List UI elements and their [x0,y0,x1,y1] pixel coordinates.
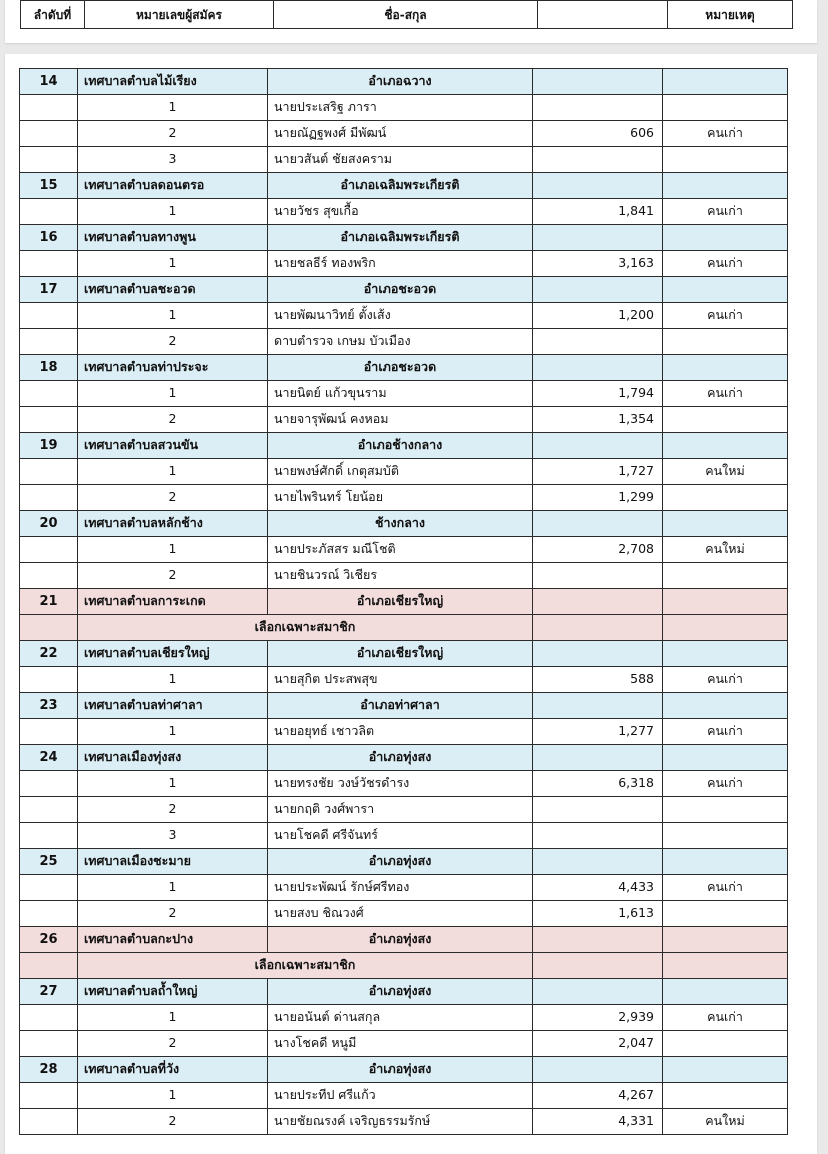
candidate-row [20,1109,788,1135]
district-name: อำเภอฉวาง [268,69,533,95]
vote-count: 4,267 [533,1083,663,1109]
candidate-number: 2 [78,797,268,823]
candidate-name: นายนิตย์ แก้วขุนราม [268,381,533,407]
empty-cell [20,667,78,693]
candidate-number: 1 [78,1005,268,1031]
empty-cell [20,1083,78,1109]
remark-cell [663,615,788,641]
remark-cell [663,433,788,459]
municipality-name: เทศบาลตำบลไม้เรียง [78,69,268,95]
district-name: อำเภอทุ่งสง [268,849,533,875]
district-name: อำเภอช้างกลาง [268,433,533,459]
candidate-name: นายอนันต์ ด่านสกุล [268,1005,533,1031]
municipality-row [20,641,788,667]
votes-cell [533,433,663,459]
vote-count: 588 [533,667,663,693]
municipality-name: เทศบาลตำบลดอนตรอ [78,173,268,199]
vote-count: 1,794 [533,381,663,407]
candidate-name: นายไพรินทร์ โยน้อย [268,485,533,511]
municipality-name: เทศบาลตำบลที่วัง [78,1057,268,1083]
empty-cell [20,303,78,329]
candidate-row [20,719,788,745]
note-spacer [20,615,78,641]
vote-count [533,329,663,355]
candidate-row [20,537,788,563]
note-spacer [20,953,78,979]
candidate-row [20,95,788,121]
vote-count: 1,841 [533,199,663,225]
candidate-row [20,875,788,901]
remark-cell [663,693,788,719]
candidate-name: นายสุกิต ประสพสุข [268,667,533,693]
remark [663,901,788,927]
candidate-number: 1 [78,719,268,745]
remark [663,329,788,355]
header-col-name: ชื่อ-สกุล [274,1,538,29]
remark: คนเก่า [663,719,788,745]
candidate-row [20,771,788,797]
empty-cell [20,901,78,927]
vote-count: 2,708 [533,537,663,563]
vote-count: 1,200 [533,303,663,329]
remark [663,407,788,433]
remark [663,485,788,511]
votes-cell [533,953,663,979]
candidate-row [20,251,788,277]
remark-cell [663,953,788,979]
votes-cell [533,927,663,953]
votes-cell [533,69,663,95]
vote-count: 6,318 [533,771,663,797]
municipality-number: 15 [20,173,78,199]
municipality-number: 21 [20,589,78,615]
header-row [21,1,793,29]
remark [663,147,788,173]
vote-count [533,563,663,589]
candidate-row [20,1083,788,1109]
member-only-note: เลือกเฉพาะสมาชิก [78,615,533,641]
note-row [20,615,788,641]
district-name: อำเภอเฉลิมพระเกียรติ [268,173,533,199]
remark: คนเก่า [663,875,788,901]
municipality-name: เทศบาลตำบลหลักช้าง [78,511,268,537]
note-row [20,953,788,979]
candidate-row [20,823,788,849]
district-name: อำเภอชะอวด [268,355,533,381]
candidate-name: นายพงษ์ศักดิ์ เกตุสมบัติ [268,459,533,485]
municipality-number: 25 [20,849,78,875]
empty-cell [20,381,78,407]
candidate-number: 1 [78,95,268,121]
remark [663,563,788,589]
empty-cell [20,251,78,277]
municipality-row [20,693,788,719]
municipality-row [20,589,788,615]
candidate-name: นายประเสริฐ ภารา [268,95,533,121]
empty-cell [20,797,78,823]
candidate-number: 1 [78,251,268,277]
candidate-name: นายกฤติ วงศ์พารา [268,797,533,823]
candidate-row [20,329,788,355]
vote-count [533,147,663,173]
remark-cell [663,1057,788,1083]
district-name: อำเภอท่าศาลา [268,693,533,719]
candidate-number: 2 [78,329,268,355]
municipality-number: 14 [20,69,78,95]
candidate-row [20,147,788,173]
empty-cell [20,121,78,147]
candidate-row [20,121,788,147]
candidate-row [20,459,788,485]
votes-cell [533,355,663,381]
candidate-name: นายชลธีร์ ทองพริก [268,251,533,277]
results-table [19,68,788,1135]
remark [663,797,788,823]
municipality-number: 18 [20,355,78,381]
empty-cell [20,485,78,511]
municipality-number: 16 [20,225,78,251]
district-name: อำเภอเชียรใหญ่ [268,641,533,667]
candidate-number: 2 [78,901,268,927]
candidate-number: 2 [78,1031,268,1057]
candidate-number: 2 [78,485,268,511]
district-name: อำเภอชะอวด [268,277,533,303]
municipality-name: เทศบาลตำบลการะเกด [78,589,268,615]
municipality-name: เทศบาลตำบลถ้ำใหญ่ [78,979,268,1005]
header-col-votes [538,1,668,29]
empty-cell [20,875,78,901]
main-sheet [5,54,817,1154]
municipality-row [20,69,788,95]
remark-cell [663,173,788,199]
district-name: อำเภอทุ่งสง [268,745,533,771]
municipality-name: เทศบาลเมืองทุ่งสง [78,745,268,771]
empty-cell [20,1005,78,1031]
candidate-name: นายพัฒนาวิทย์ ตั้งเส้ง [268,303,533,329]
candidate-number: 3 [78,147,268,173]
municipality-row [20,979,788,1005]
empty-cell [20,771,78,797]
municipality-row [20,927,788,953]
votes-cell [533,615,663,641]
remark [663,1083,788,1109]
votes-cell [533,225,663,251]
empty-cell [20,329,78,355]
candidate-name: นายสงบ ชิณวงศ์ [268,901,533,927]
remark: คนใหม่ [663,537,788,563]
municipality-number: 26 [20,927,78,953]
candidate-name: นายโชคดี ศรีจันทร์ [268,823,533,849]
municipality-row [20,277,788,303]
remark: คนเก่า [663,1005,788,1031]
candidate-name: นายประภัสสร มณีโชติ [268,537,533,563]
candidate-number: 1 [78,381,268,407]
candidate-row [20,1005,788,1031]
votes-cell [533,641,663,667]
vote-count [533,797,663,823]
remark: คนเก่า [663,121,788,147]
remark: คนเก่า [663,251,788,277]
remark-cell [663,69,788,95]
empty-cell [20,1031,78,1057]
candidate-number: 2 [78,407,268,433]
candidate-number: 1 [78,199,268,225]
vote-count: 4,433 [533,875,663,901]
municipality-row [20,173,788,199]
remark-cell [663,979,788,1005]
remark: คนเก่า [663,199,788,225]
district-name: อำเภอเฉลิมพระเกียรติ [268,225,533,251]
municipality-row [20,511,788,537]
municipality-name: เทศบาลตำบลทางพูน [78,225,268,251]
municipality-number: 28 [20,1057,78,1083]
candidate-name: นายวัชร สุขเกื้อ [268,199,533,225]
remark: คนใหม่ [663,459,788,485]
candidate-name: นายประพัฒน์ รักษ์ศรีทอง [268,875,533,901]
votes-cell [533,849,663,875]
candidate-number: 1 [78,771,268,797]
candidate-number: 1 [78,303,268,329]
municipality-number: 17 [20,277,78,303]
vote-count [533,823,663,849]
candidate-name: นายจารุพัฒน์ คงหอม [268,407,533,433]
municipality-row [20,225,788,251]
remark [663,95,788,121]
municipality-number: 19 [20,433,78,459]
vote-count: 4,331 [533,1109,663,1135]
vote-count: 3,163 [533,251,663,277]
district-name: อำเภอทุ่งสง [268,1057,533,1083]
remark-cell [663,641,788,667]
remark-cell [663,589,788,615]
district-name: ช้างกลาง [268,511,533,537]
remark: คนเก่า [663,381,788,407]
candidate-number: 2 [78,563,268,589]
candidate-name: นายชินวรณ์ วิเชียร [268,563,533,589]
empty-cell [20,537,78,563]
header-col-applicant: หมายเลขผู้สมัคร [85,1,274,29]
municipality-number: 24 [20,745,78,771]
vote-count: 1,727 [533,459,663,485]
vote-count: 1,299 [533,485,663,511]
remark-cell [663,355,788,381]
municipality-name: เทศบาลตำบลสวนขัน [78,433,268,459]
results-body [20,69,788,1135]
remark: คนใหม่ [663,1109,788,1135]
empty-cell [20,95,78,121]
candidate-number: 1 [78,1083,268,1109]
remark: คนเก่า [663,667,788,693]
empty-cell [20,719,78,745]
municipality-row [20,745,788,771]
candidate-row [20,563,788,589]
remark-cell [663,745,788,771]
municipality-row [20,433,788,459]
empty-cell [20,199,78,225]
remark: คนเก่า [663,303,788,329]
remark: คนเก่า [663,771,788,797]
vote-count: 1,613 [533,901,663,927]
municipality-row [20,355,788,381]
remark [663,1031,788,1057]
empty-cell [20,407,78,433]
candidate-number: 1 [78,667,268,693]
empty-cell [20,823,78,849]
candidate-name: นายณัฏฐพงศ์ มีพัฒน์ [268,121,533,147]
empty-cell [20,563,78,589]
municipality-row [20,1057,788,1083]
municipality-name: เทศบาลเมืองชะมาย [78,849,268,875]
candidate-name: นายชัยณรงค์ เจริญธรรมรักษ์ [268,1109,533,1135]
candidate-name: นายอยุทธ์ เชาวลิต [268,719,533,745]
candidate-number: 2 [78,121,268,147]
municipality-name: เทศบาลตำบลชะอวด [78,277,268,303]
vote-count: 2,047 [533,1031,663,1057]
votes-cell [533,277,663,303]
candidate-row [20,667,788,693]
candidate-row [20,199,788,225]
header-col-no: ลำดับที่ [21,1,85,29]
votes-cell [533,745,663,771]
votes-cell [533,511,663,537]
candidate-number: 2 [78,1109,268,1135]
header-table [20,0,793,29]
municipality-name: เทศบาลตำบลท่าศาลา [78,693,268,719]
district-name: อำเภอเชียรใหญ่ [268,589,533,615]
candidate-name: นายประทีป ศรีแก้ว [268,1083,533,1109]
remark-cell [663,225,788,251]
candidate-number: 1 [78,459,268,485]
remark-cell [663,927,788,953]
candidate-name: นายวสันต์ ชัยสงคราม [268,147,533,173]
candidate-row [20,485,788,511]
candidate-row [20,381,788,407]
candidate-number: 1 [78,537,268,563]
empty-cell [20,459,78,485]
remark-cell [663,277,788,303]
candidate-name: นางโชคดี หนูมี [268,1031,533,1057]
remark-cell [663,511,788,537]
candidate-row [20,1031,788,1057]
municipality-number: 20 [20,511,78,537]
municipality-number: 27 [20,979,78,1005]
vote-count: 1,354 [533,407,663,433]
vote-count: 1,277 [533,719,663,745]
header-col-remark: หมายเหตุ [668,1,793,29]
vote-count: 606 [533,121,663,147]
votes-cell [533,589,663,615]
municipality-name: เทศบาลตำบลท่าประจะ [78,355,268,381]
district-name: อำเภอทุ่งสง [268,979,533,1005]
candidate-row [20,901,788,927]
candidate-row [20,797,788,823]
votes-cell [533,173,663,199]
empty-cell [20,1109,78,1135]
candidate-name: นายทรงชัย วงษ์วัชรดำรง [268,771,533,797]
candidate-row [20,303,788,329]
district-name: อำเภอทุ่งสง [268,927,533,953]
member-only-note: เลือกเฉพาะสมาชิก [78,953,533,979]
candidate-row [20,407,788,433]
municipality-row [20,849,788,875]
votes-cell [533,693,663,719]
candidate-number: 3 [78,823,268,849]
votes-cell [533,979,663,1005]
empty-cell [20,147,78,173]
candidate-number: 1 [78,875,268,901]
municipality-number: 22 [20,641,78,667]
remark [663,823,788,849]
municipality-name: เทศบาลตำบลเชียรใหญ่ [78,641,268,667]
header-sheet [5,0,817,43]
candidate-name: ดาบตำรวจ เกษม บัวเมือง [268,329,533,355]
vote-count: 2,939 [533,1005,663,1031]
remark-cell [663,849,788,875]
municipality-name: เทศบาลตำบลกะปาง [78,927,268,953]
municipality-number: 23 [20,693,78,719]
vote-count [533,95,663,121]
votes-cell [533,1057,663,1083]
